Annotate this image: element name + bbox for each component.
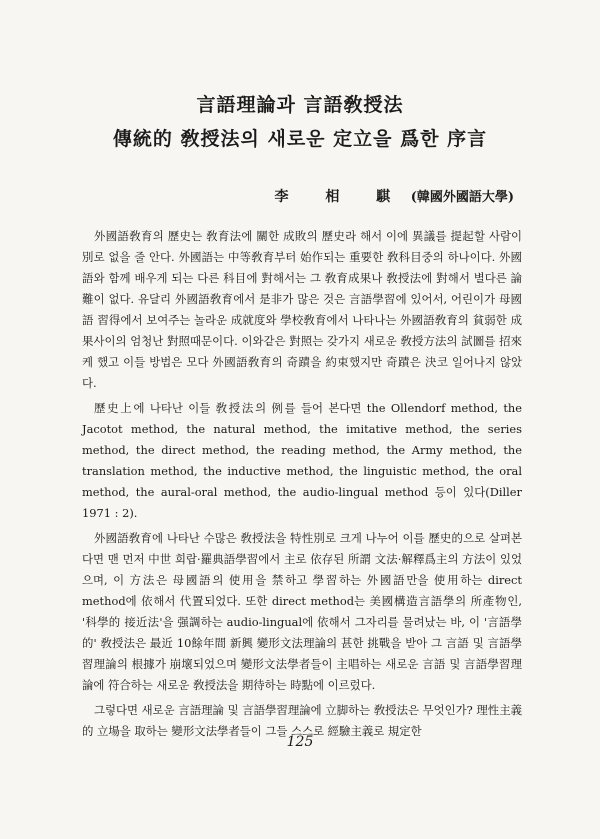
page-number: 125 — [286, 734, 314, 750]
paragraph-3: 外國語敎育에 나타난 수많은 敎授法을 特性別로 크게 나누어 이를 歷史的으로 살펴본다면 맨 먼저 中世 희랍·羅典語學習에서 主로 依存된 所謂 文法·解釋爲主의 方法이 있었으며, 이 方法은 母國語의 使用을 禁하고 學習하는 外國語만을 使用하는 direct method에 依해서 代置되었다. 또한 direct method는 美國構造言語學의 所產物인, '科學的 接近法'을 强調하는 audio-lingual에 依해서 그자리를 물려났는 바, 이 '言語學的' 敎授法은 最近 10餘年間 新興 變形文法理論의 甚한 挑戰을 받아 그 言語 및 言語學習理論의 根據가 崩壞되었으며 變形文法學者들이 主唱하는 새로운 言語 및 言語學習理論에 符合하는 새로운 敎授法을 期待하는 時點에 이르렀다. — [82, 531, 522, 692]
paragraph-4: 그렇다면 새로운 言語理論 및 言語學習理論에 立脚하는 敎授法은 무엇인가? 理性主義的 立場을 取하는 變形文法學者들이 그들 스스로 經驗主義로 規定한 — [82, 703, 522, 738]
article-subtitle: 傳統的 敎授法의 새로운 定立을 爲한 序言 — [112, 128, 488, 150]
author-name: 李 相 騏 — [274, 189, 407, 205]
author-line — [274, 186, 514, 206]
paragraph-2: 歷史上에 나타난 이들 敎授法의 例를 들어 본다면 the Ollendorf method, the Jacotot method, the natural method, the imitative method, the series method, the direct method, the reading method, the Army method, the translation method, the inductive method, the linguistic method, the oral method, the aural-oral method, the audio-lingual method 등이 있다(Diller 1971 : 2). — [82, 401, 522, 520]
author-affiliation: (韓國外國語大學) — [410, 190, 514, 205]
paragraph-1: 外國語敎育의 歷史는 敎育法에 關한 成敗의 歷史라 해서 이에 異議를 提起할 사람이 別로 없을 줄 안다. 外國語는 中等敎育부터 始作되는 重要한 敎科目중의 하나이다. 外國語와 함께 배우게 되는 다른 科目에 對해서는 그 敎育成果나 敎授法에 對해서 별다른 論難이 없다. 유달리 外國語敎育에서 是非가 많은 것은 言語學習에 있어서, 어린이가 母國語 習得에서 보여주는 놀라운 成就度와 學校敎育에서 나타나는 外國語敎育의 貧弱한 成果사이의 엄청난 對照때문이다. 이와같은 對照는 갖가지 새로운 敎授方法의 試圖를 招來케 했고 이들 방법은 모다 外國語敎育의 奇蹟을 約束했지만 奇蹟은 決코 일어나지 않았다. — [82, 229, 522, 390]
article-body — [82, 226, 522, 746]
article-title: 言語理論과 言語敎授法 — [196, 94, 404, 116]
